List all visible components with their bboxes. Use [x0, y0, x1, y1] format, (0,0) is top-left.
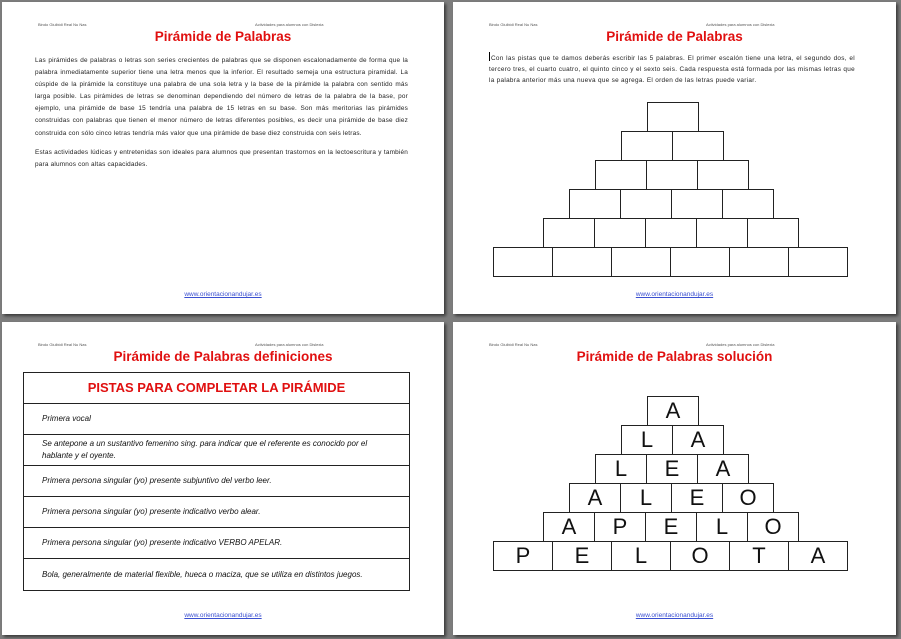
instructions-text: Con las pistas que te damos deberás escribir las 5 palabras. El primer escalón tiene una letra, el segundo dos, el tercero tres, el cuarto cuatro, el quinto cinco y el sexto seis. Cada respuesta está formada por las mismas letras que la palabra anterior más una nueva que se agrega. El orden de las letras puede variar.: [489, 55, 855, 84]
page-header-left: Bindo Giulbidi Real Nu Nas: [489, 22, 538, 27]
clue-row: Primera vocal: [24, 404, 409, 435]
instructions: [489, 52, 855, 86]
clues-table: [23, 372, 410, 591]
page-intro: [2, 2, 444, 314]
page-title: Pirámide de Palabras definiciones: [113, 349, 333, 364]
solution-cell: P: [594, 512, 646, 542]
clue-row: Se antepone a un sustantivo femenino sing. para indicar que el referente es conocido por el hablante y el oyente.: [24, 435, 409, 466]
solution-cell: L: [595, 454, 647, 484]
clues-table-header: PISTAS PARA COMPLETAR LA PIRÁMIDE: [24, 373, 409, 404]
solution-row-2: [621, 425, 724, 455]
pyramid-cell[interactable]: [788, 247, 848, 277]
page-header-right: Actividades para alumnos con Dislexia: [706, 342, 775, 347]
pyramid-cell[interactable]: [646, 160, 698, 190]
page-title: Pirámide de Palabras: [606, 29, 743, 44]
pyramid-cell[interactable]: [620, 189, 672, 219]
pyramid-row-1: [647, 102, 699, 132]
pyramid-cell[interactable]: [645, 218, 697, 248]
solution-cell: P: [493, 541, 553, 571]
intro-paragraph-1: Las pirámides de palabras o letras son series crecientes de palabras que se disponen escalonadamente de forma que la palabra inmediatamente superior tiene una letra menos que la inferior. El resultado semeja una estructura piramidal. La cúspide de la pirámide la constituye una palabra de una sola letra y la base de la pirámide la palabra con sentido más larga posible. Las pirámides de letras se denominan dependiendo del número de letras de la palabra de la base, por ejemplo, una pirámide de base 15 tendría una palabra de 15 letras en su base. Son más meritorias las pirámides construidas con palabras que tienen el menor número de letras diferentes posibles, es decir una pirámide de base diez construida con sólo cinco letras tendría más valor que una pirámide de base diez construida con seis letras.: [35, 57, 408, 137]
solution-cell: A: [647, 396, 699, 426]
page-header-right: Actividades para alumnos con Dislexia: [255, 342, 324, 347]
pyramid-cell[interactable]: [595, 160, 647, 190]
solution-cell: O: [747, 512, 799, 542]
pyramid-row-4: [569, 189, 774, 219]
clue-row: Primera persona singular (yo) presente indicativo verbo alear.: [24, 497, 409, 528]
solution-row-1: [647, 396, 699, 426]
pyramid-cell[interactable]: [672, 131, 724, 161]
pyramid-cell[interactable]: [697, 160, 749, 190]
solution-row-5: [543, 512, 799, 542]
pyramid-cell[interactable]: [747, 218, 799, 248]
pyramid-cell[interactable]: [696, 218, 748, 248]
page-header-left: Bindo Giulbidi Real Nu Nas: [38, 342, 87, 347]
pyramid-row-6: [493, 247, 848, 277]
pyramid-cell[interactable]: [671, 189, 723, 219]
solution-cell: A: [543, 512, 595, 542]
footer-link[interactable]: www.orientacionandujar.es: [635, 612, 714, 619]
pyramid-cell[interactable]: [569, 189, 621, 219]
solution-row-4: [569, 483, 774, 513]
page-header-right: Actividades para alumnos con Dislexia: [706, 22, 775, 27]
solution-cell: A: [672, 425, 724, 455]
solution-cell: L: [620, 483, 672, 513]
solution-cell: A: [569, 483, 621, 513]
solution-row-3: [595, 454, 749, 484]
clue-row: Primera persona singular (yo) presente subjuntivo del verbo leer.: [24, 466, 409, 497]
page-title: Pirámide de Palabras solución: [576, 349, 773, 364]
footer-link[interactable]: www.orientacionandujar.es: [184, 612, 262, 619]
solution-cell: E: [646, 454, 698, 484]
pyramid-row-3: [595, 160, 749, 190]
pyramid-cell[interactable]: [594, 218, 646, 248]
solution-cell: E: [671, 483, 723, 513]
page-header-left: Bindo Giulbidi Real Nu Nas: [38, 22, 87, 27]
page-header-left: Bindo Giulbidi Real Nu Nas: [489, 342, 538, 347]
pyramid-cell[interactable]: [611, 247, 671, 277]
intro-paragraph-2: Estas actividades lúdicas y entretenidas son ideales para alumnos que presentan trastornos en la lectoescritura y también para alumnos con altas capacidades.: [35, 148, 408, 168]
pyramid-cell[interactable]: [722, 189, 774, 219]
solution-cell: E: [552, 541, 612, 571]
solution-cell: O: [722, 483, 774, 513]
page-solution: [453, 322, 896, 635]
pyramid-cell[interactable]: [493, 247, 553, 277]
solution-cell: L: [621, 425, 673, 455]
solution-cell: L: [611, 541, 671, 571]
pyramid-row-5: [543, 218, 799, 248]
solution-cell: A: [788, 541, 848, 571]
pyramid-row-2: [621, 131, 724, 161]
solution-cell: T: [729, 541, 789, 571]
solution-cell: E: [645, 512, 697, 542]
footer-link[interactable]: www.orientacionandujar.es: [184, 291, 262, 298]
page-header-right: Actividades para alumnos con Dislexia: [255, 22, 324, 27]
footer-link[interactable]: www.orientacionandujar.es: [635, 291, 714, 298]
intro-text: [35, 55, 408, 178]
page-exercise: [453, 2, 896, 314]
clue-row: Primera persona singular (yo) presente indicativo VERBO APELAR.: [24, 528, 409, 559]
pyramid-cell[interactable]: [552, 247, 612, 277]
pyramid-cell[interactable]: [729, 247, 789, 277]
pyramid-cell[interactable]: [621, 131, 673, 161]
text-cursor: [489, 52, 490, 61]
solution-cell: L: [696, 512, 748, 542]
page-title: Pirámide de Palabras: [154, 29, 292, 44]
page-definitions: [2, 322, 444, 635]
pyramid-cell[interactable]: [647, 102, 699, 132]
solution-row-6: [493, 541, 848, 571]
solution-cell: A: [697, 454, 749, 484]
clue-row: Bola, generalmente de material flexible, hueca o maciza, que se utiliza en distintos juegos.: [42, 569, 363, 579]
solution-cell: O: [670, 541, 730, 571]
pyramid-cell[interactable]: [543, 218, 595, 248]
pyramid-cell[interactable]: [670, 247, 730, 277]
